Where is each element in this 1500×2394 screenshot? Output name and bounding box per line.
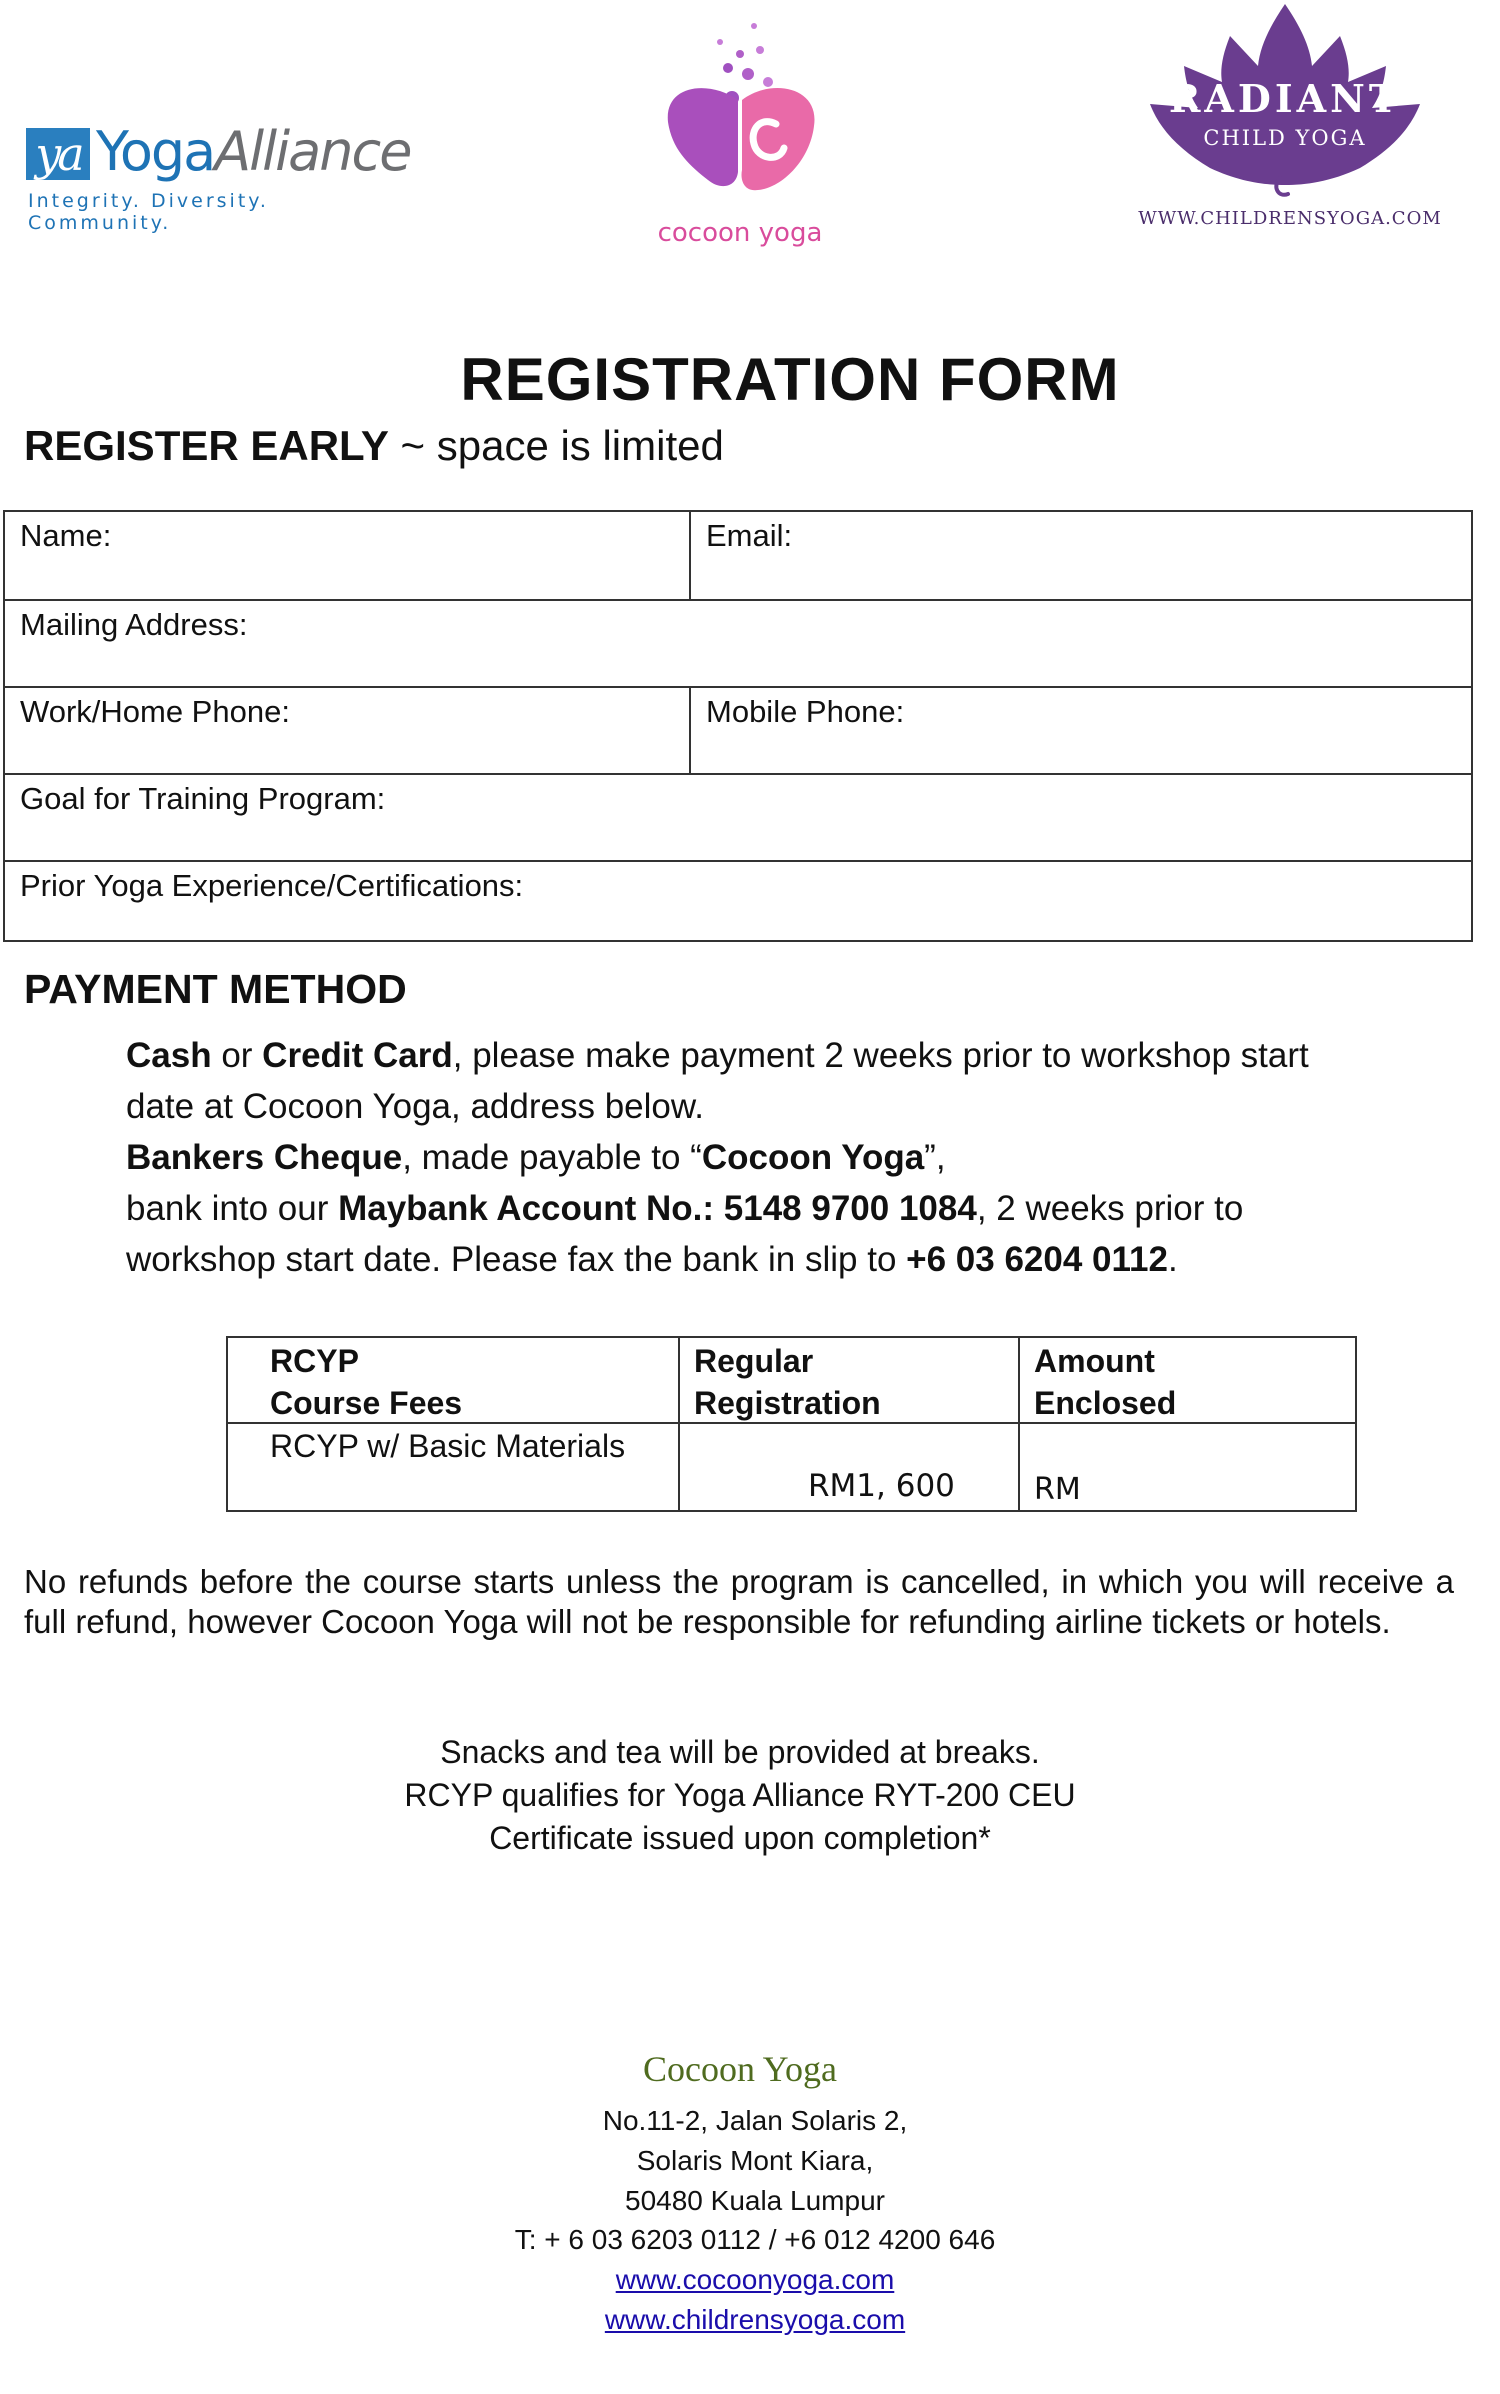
form-row-name-email [5, 512, 1471, 599]
refund-policy: No refunds before the course starts unless the program is cancelled, in which you will receive a full refund, however Cocoon Yoga will not be responsible for refunding airline tickets or hotels. [24, 1563, 1454, 1640]
work-phone-field[interactable]: Work/Home Phone: [20, 694, 290, 729]
fees-header-amount [1018, 1338, 1355, 1424]
registration-form-table [3, 510, 1473, 942]
cocoonyoga-link[interactable]: www.cocoonyoga.com [615, 2264, 895, 2295]
goal-field[interactable]: Goal for Training Program: [20, 781, 386, 816]
form-row-experience [5, 860, 1471, 942]
form-row-goal [5, 773, 1471, 860]
footer-address-1: No.11-2, Jalan Solaris 2, [602, 2105, 908, 2136]
subtitle-rest: ~ space is limited [388, 422, 724, 469]
ya-mark: ya [26, 128, 90, 180]
prior-experience-field[interactable]: Prior Yoga Experience/Certifications: [20, 868, 524, 903]
form-row-address [5, 599, 1471, 686]
page-title: REGISTRATION FORM [460, 346, 1120, 413]
cocoon-yoga-logo [650, 20, 830, 260]
footer-address-3: 50480 Kuala Lumpur [625, 2185, 885, 2216]
payment-method-heading: PAYMENT METHOD [24, 966, 407, 1012]
fees-divider [1018, 1424, 1020, 1510]
payment-line-3: Bankers Cheque, made payable to “Cocoon Yoga”, [126, 1138, 946, 1177]
fees-header-regular [678, 1338, 1018, 1424]
fees-header-amount-line2: Enclosed [1034, 1385, 1177, 1421]
radiant-title: RADIANT [1168, 76, 1402, 121]
fees-header-course-line2: Course Fees [270, 1385, 463, 1421]
fees-divider [678, 1424, 680, 1510]
fees-header-regular-line2: Registration [694, 1385, 881, 1421]
fees-header-course-line1: RCYP [270, 1343, 359, 1379]
email-field[interactable]: Email: [706, 518, 793, 553]
snacks-note: Snacks and tea will be provided at breaks. [440, 1734, 1040, 1770]
butterfly-icon [650, 20, 830, 220]
radiant-child-yoga-logo [1120, 0, 1450, 240]
fees-item: RCYP w/ Basic Materials [270, 1428, 626, 1464]
footer-address-2: Solaris Mont Kiara, [636, 2145, 874, 2176]
fees-header-regular-line1: Regular [694, 1343, 814, 1379]
payment-line-1: Cash or Credit Card, please make payment 2 weeks prior to workshop start [126, 1036, 1309, 1075]
payment-instructions [126, 1030, 1446, 1285]
payment-line-5: workshop start date. Please fax the bank in slip to +6 03 6204 0112. [126, 1240, 1178, 1279]
payment-line-2: date at Cocoon Yoga, address below. [126, 1087, 704, 1126]
mailing-address-field[interactable]: Mailing Address: [20, 607, 248, 642]
fees-enclosed-field[interactable]: RM [1034, 1472, 1081, 1507]
footer-phone: T: + 6 03 6203 0112 / +6 012 4200 646 [514, 2224, 996, 2255]
footer-company-name: Cocoon Yoga [642, 2049, 838, 2089]
ya-name: YogaAlliance [96, 120, 411, 183]
radiant-url: WWW.CHILDRENSYOGA.COM [1138, 208, 1442, 229]
radiant-subtitle: CHILD YOGA [1203, 126, 1367, 150]
payment-line-4: bank into our Maybank Account No.: 5148 9700 1084, 2 weeks prior to [126, 1189, 1244, 1228]
page-subtitle [24, 422, 724, 470]
form-row-phones [5, 686, 1471, 773]
ya-tagline: Integrity. Diversity. Community. [28, 190, 269, 234]
qualifies-note: RCYP qualifies for Yoga Alliance RYT-200 CEU [404, 1777, 1076, 1813]
fees-table [226, 1336, 1357, 1512]
name-field[interactable]: Name: [20, 518, 112, 553]
certificate-note: Certificate issued upon completion* [489, 1820, 991, 1856]
mobile-phone-field[interactable]: Mobile Phone: [706, 694, 905, 729]
cocoon-logo-text: cocoon yoga [657, 218, 823, 248]
subtitle-bold: REGISTER EARLY [24, 422, 389, 469]
childrensyoga-link[interactable]: www.childrensyoga.com [604, 2304, 906, 2335]
yoga-alliance-logo [26, 118, 416, 234]
fees-price: RM1, 600 [808, 1468, 955, 1504]
fees-header-course [228, 1338, 678, 1424]
footer-link-wrap [0, 2264, 1500, 2296]
footer-link-wrap [0, 2304, 1500, 2336]
fees-header-amount-line1: Amount [1034, 1343, 1155, 1379]
